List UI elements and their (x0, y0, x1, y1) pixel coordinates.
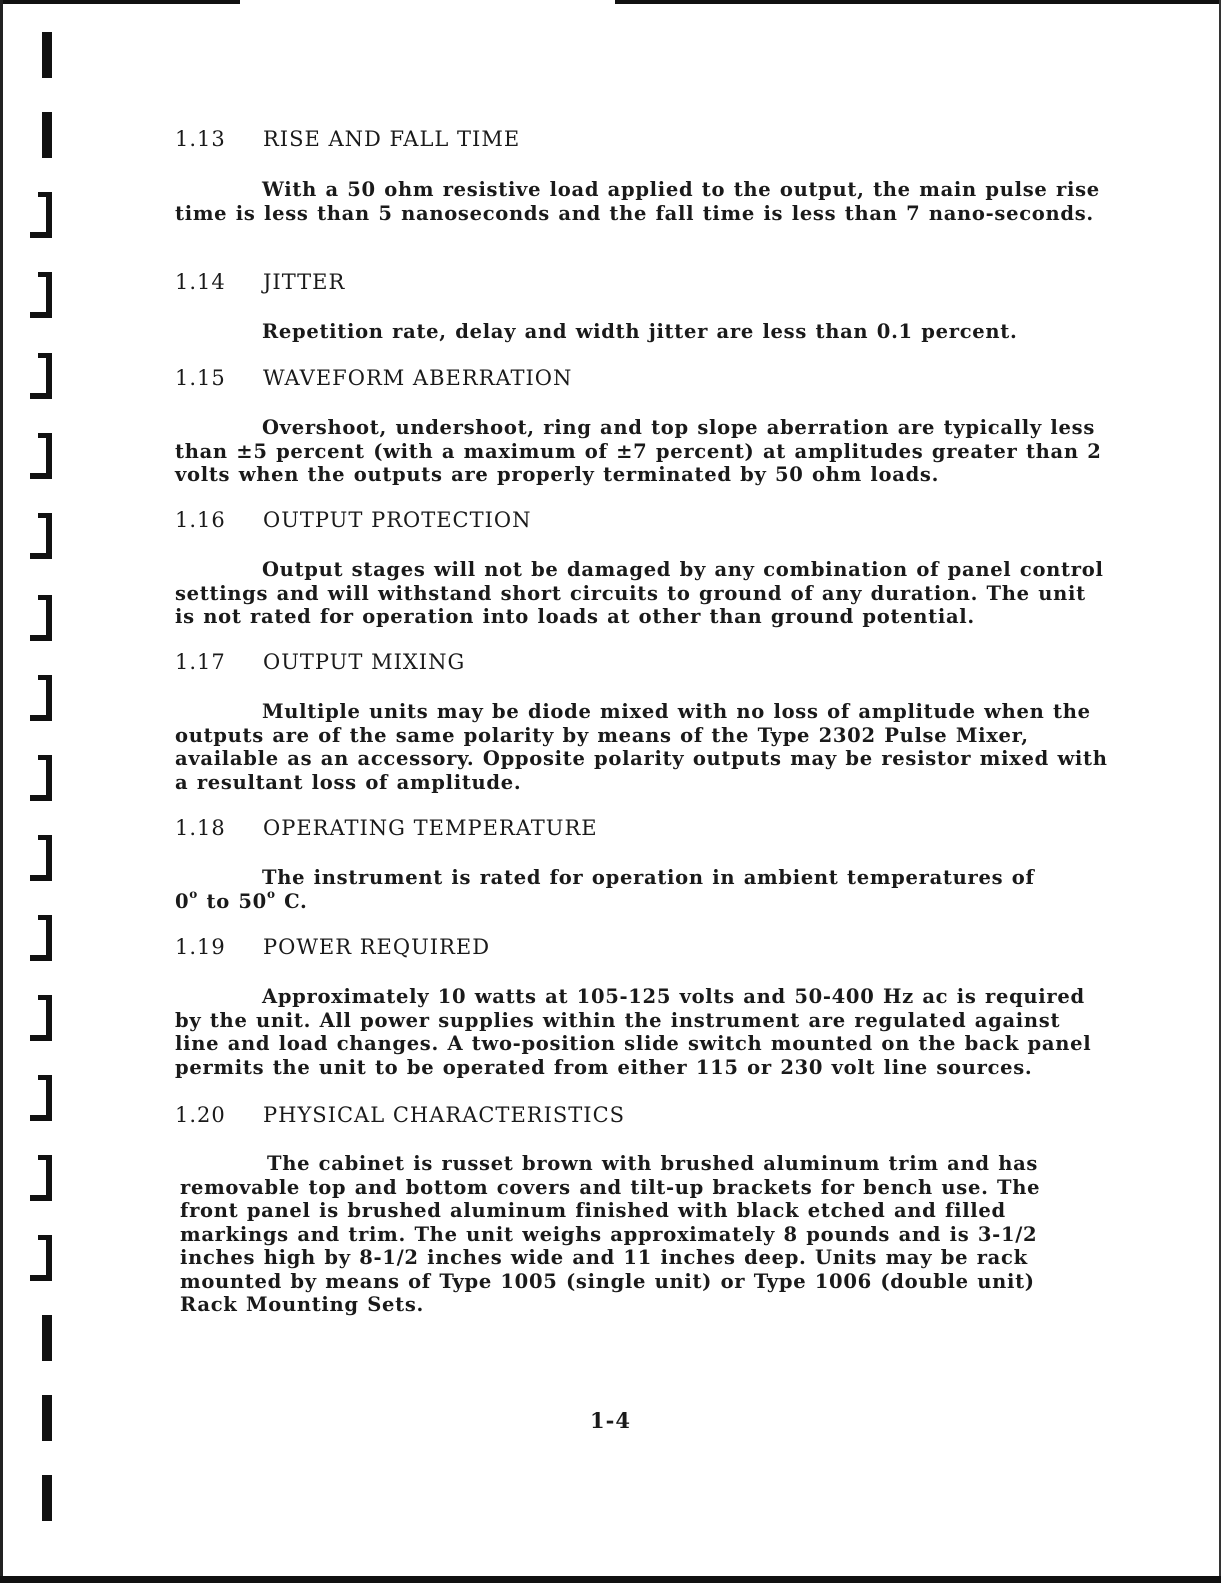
section-text: The instrument is rated for operation in ambient temperatures of (262, 866, 1035, 889)
section-number: 1.18 (175, 816, 226, 840)
section-number: 1.17 (175, 650, 226, 674)
binding-mark (30, 915, 56, 961)
section-text: Approximately 10 watts at 105-125 volts and 50-400 Hz ac is required by the unit. All power supplies within the instrument are regulated against line and load changes. A two-position slide switch mounted on the back panel permits the unit to be operated from either 115 or 230 volt line sources. (175, 985, 1092, 1079)
page-number: 1-4 (590, 1408, 631, 1433)
binding-mark (30, 513, 56, 559)
section-heading (175, 508, 532, 534)
scan-edge-top-right (615, 0, 1221, 4)
binding-mark (30, 835, 56, 881)
binding-mark (30, 755, 56, 801)
temp-high: to 50 (198, 889, 267, 913)
binding-mark (30, 353, 56, 399)
degree-symbol: o (189, 886, 198, 901)
binding-mark (30, 995, 56, 1041)
binding-mark (30, 675, 56, 721)
section-heading (175, 1103, 625, 1129)
section-title: OPERATING TEMPERATURE (263, 816, 598, 840)
scan-edge-bottom (0, 1576, 1221, 1583)
section-heading (175, 650, 465, 676)
section-number: 1.15 (175, 366, 226, 390)
section-number: 1.19 (175, 935, 226, 959)
section-heading (175, 816, 598, 842)
section-title: WAVEFORM ABERRATION (263, 366, 573, 390)
section-number: 1.14 (175, 270, 226, 294)
binding-mark (30, 595, 56, 641)
section-heading (175, 935, 490, 961)
binding-mark (30, 272, 56, 318)
section-number: 1.20 (175, 1103, 226, 1127)
section-text: The cabinet is russet brown with brushed aluminum trim and has removable top and bottom covers and tilt-up brackets for bench use. The front panel is brushed aluminum finished with black etched and filled markings and trim. The unit weighs approximately 8 pounds and is 3-1/2 inches high by 8-1/2 inches wide and 11 inches deep. Units may be rack mounted by means of Type 1005 (single unit) or Type 1006 (double unit) Rack Mounting Sets. (180, 1152, 1041, 1316)
section-text: Repetition rate, delay and width jitter are less than 0.1 percent. (262, 320, 1018, 343)
temp-unit: C. (275, 889, 308, 913)
section-body (175, 985, 1110, 1079)
binding-mark (30, 433, 56, 479)
temp-low: 0 (175, 889, 190, 913)
section-text: Overshoot, undershoot, ring and top slope aberration are typically less than ±5 percent (with a maximum of ±7 percent) at amplitudes greater than 2 volts when the outputs are properly terminated by 50 ohm loads. (175, 416, 1102, 486)
degree-symbol: o (266, 886, 276, 901)
section-body (180, 1152, 1060, 1317)
section-heading (175, 127, 520, 153)
binding-mark (30, 112, 56, 158)
section-body (175, 866, 1110, 913)
scan-edge-left (0, 0, 3, 1583)
section-text: With a 50 ohm resistive load applied to the output, the main pulse rise time is less than 5 nanoseconds and the fall time is less than 7 nano-seconds. (175, 178, 1100, 225)
binding-mark (30, 1315, 56, 1361)
section-number: 1.16 (175, 508, 226, 532)
scan-edge-top-left (0, 0, 240, 4)
section-body (175, 320, 1110, 344)
section-body (175, 700, 1110, 794)
section-heading (175, 270, 345, 296)
binding-mark (30, 32, 56, 78)
section-number: 1.13 (175, 127, 226, 151)
section-body (175, 178, 1110, 225)
section-text: Multiple units may be diode mixed with no loss of amplitude when the outputs are of the same polarity by means of the Type 2302 Pulse Mixer, available as an accessory. Opposite polarity outputs may be resistor mixed with a resultant loss of amplitude. (175, 700, 1108, 794)
section-text: Output stages will not be damaged by any combination of panel control settings and will withstand short circuits to ground of any duration. The unit is not rated for operation into loads at other than ground potential. (175, 558, 1104, 628)
section-title: POWER REQUIRED (263, 935, 491, 959)
section-title: OUTPUT PROTECTION (263, 508, 532, 532)
section-title: JITTER (263, 270, 346, 294)
binding-mark (30, 1155, 56, 1201)
section-title: RISE AND FALL TIME (263, 127, 521, 151)
binding-mark (30, 1075, 56, 1121)
section-body (175, 416, 1110, 487)
section-title: OUTPUT MIXING (263, 650, 466, 674)
binding-mark (30, 1235, 56, 1281)
section-heading (175, 366, 572, 392)
binding-mark (30, 192, 56, 238)
binding-mark (30, 1475, 56, 1521)
section-title: PHYSICAL CHARACTERISTICS (263, 1103, 626, 1127)
section-body (175, 558, 1110, 629)
